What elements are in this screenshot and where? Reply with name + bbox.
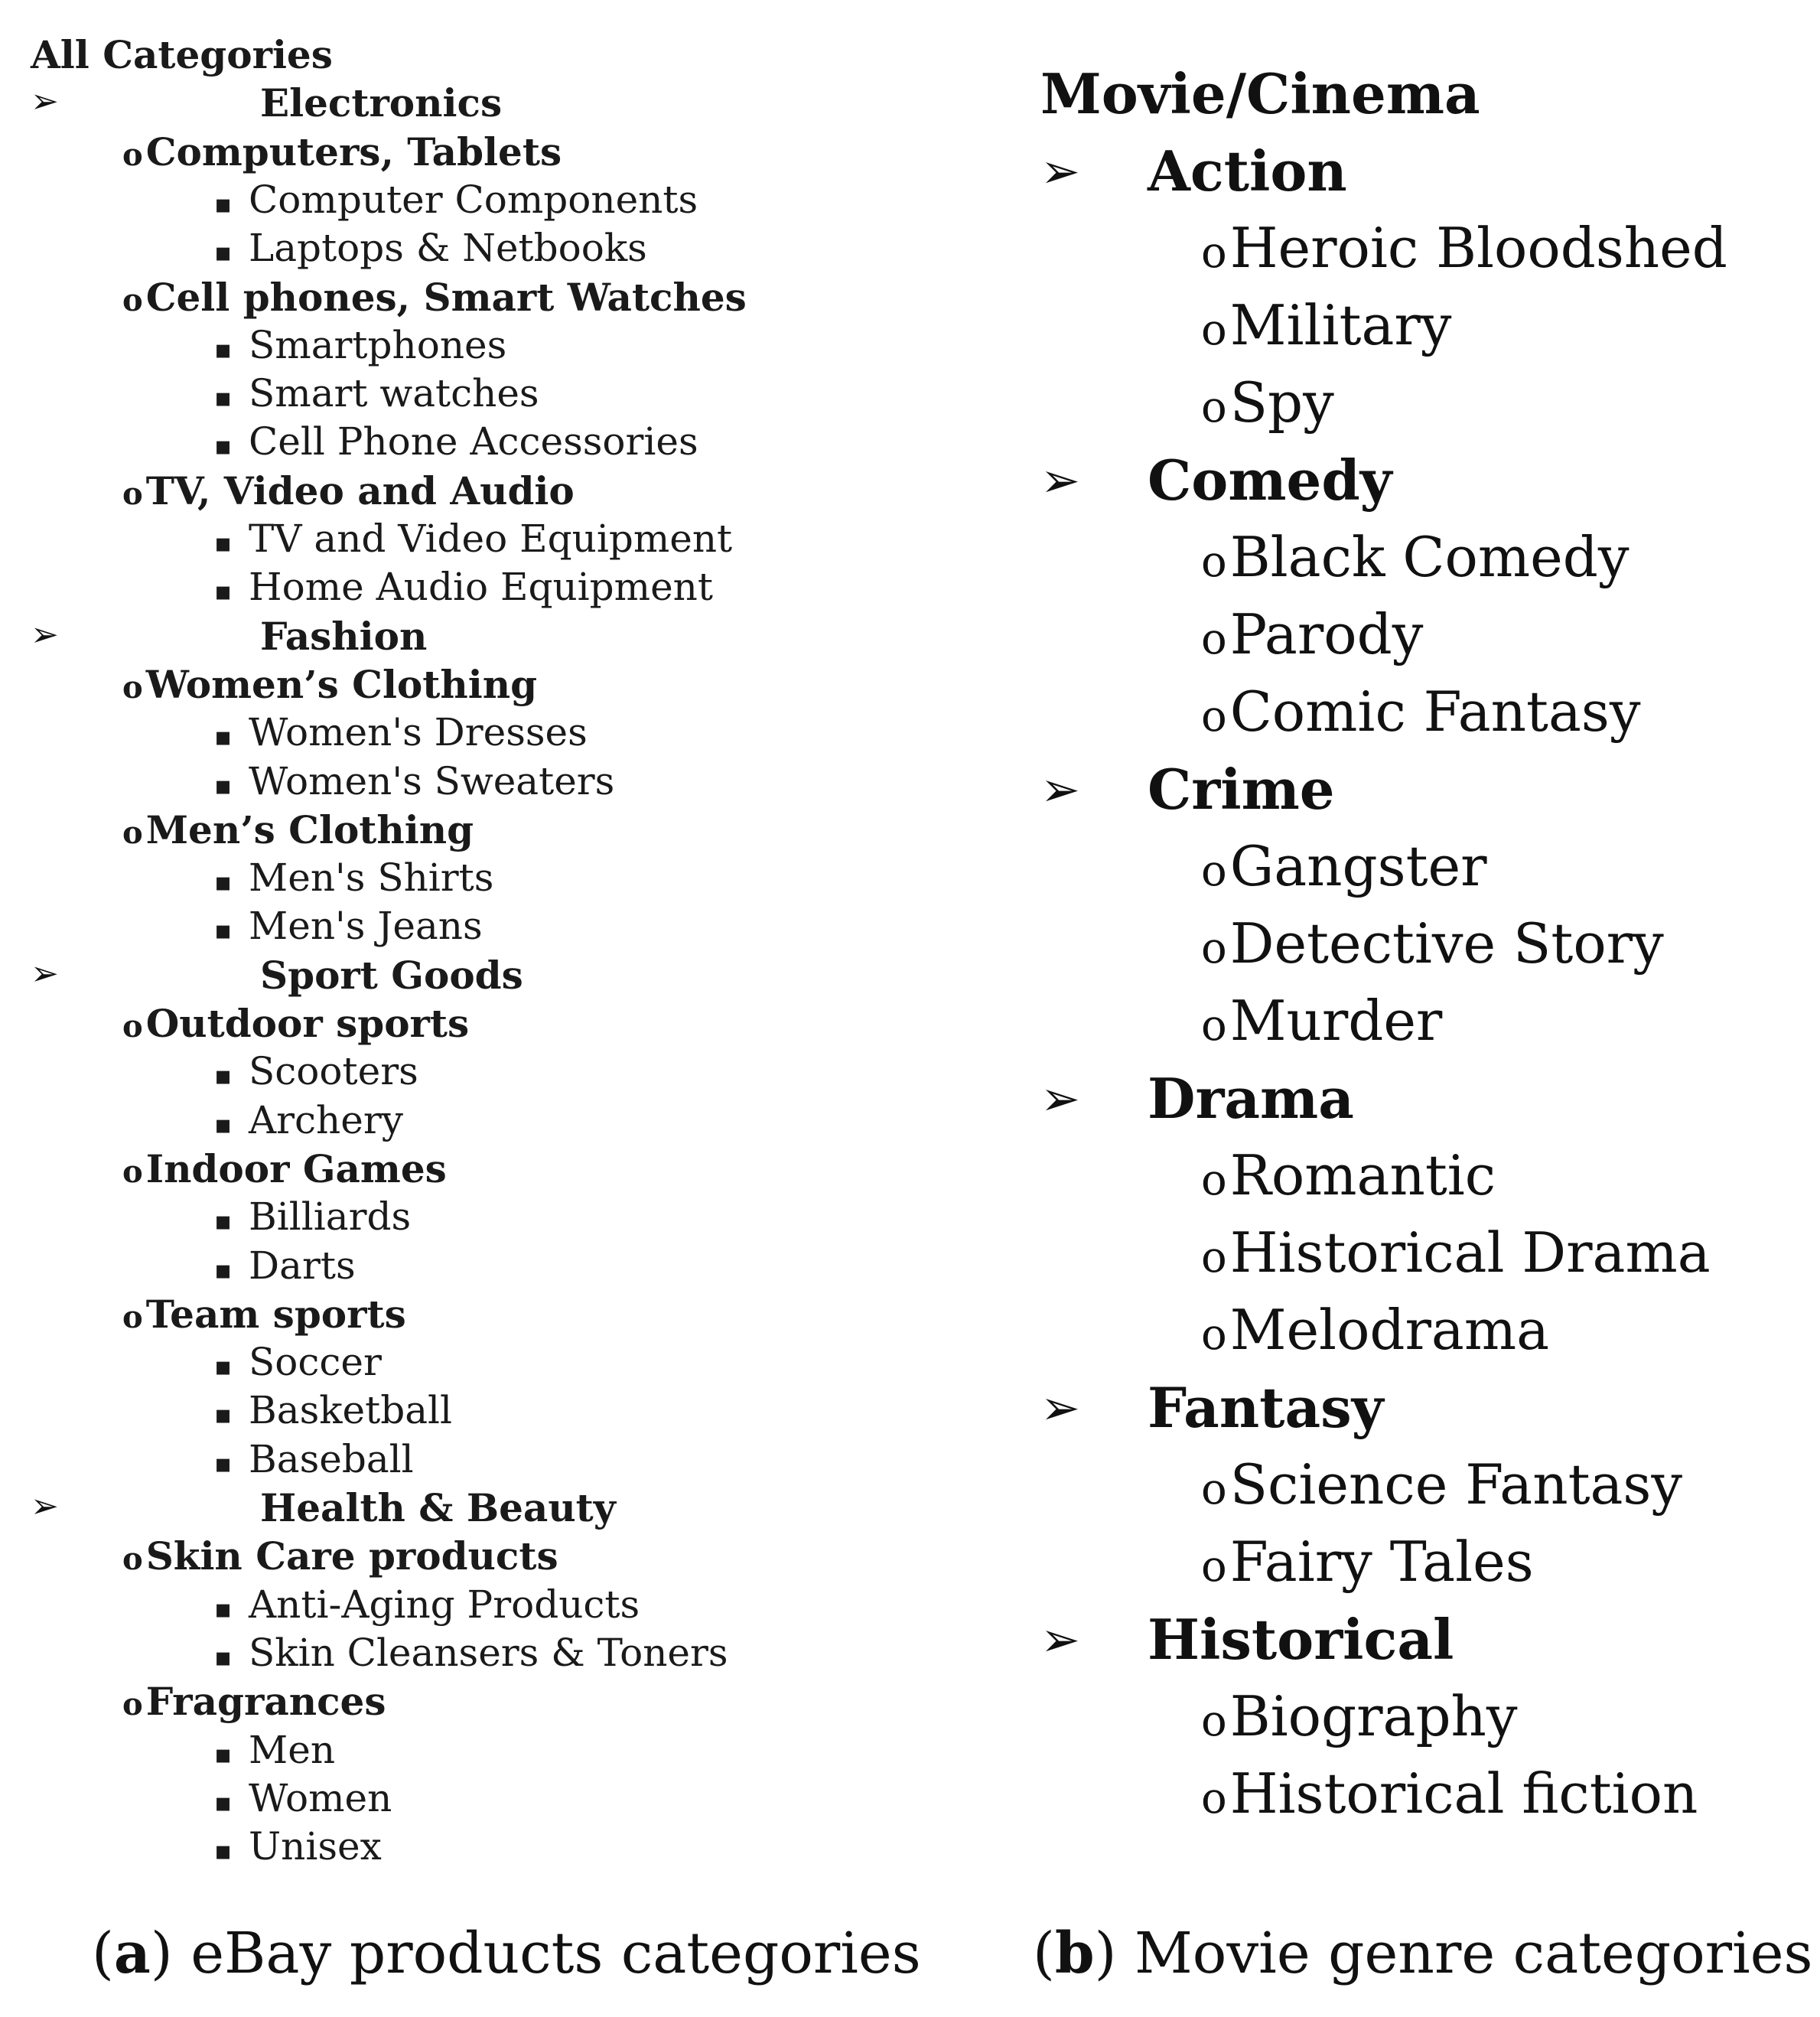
leaf-label: Scooters	[249, 1049, 418, 1094]
arrow-bullet-icon: ➢	[1040, 452, 1080, 508]
circle-bullet-icon: o	[1201, 305, 1227, 355]
leaf-label: Women's Dresses	[249, 710, 588, 755]
leaf-row	[214, 178, 698, 222]
subgenre-label: Science Fantasy	[1229, 1452, 1683, 1517]
leaf-label: Unisex	[249, 1824, 382, 1869]
circle-bullet-icon: o	[122, 669, 143, 705]
circle-bullet-icon: o	[1201, 1696, 1227, 1746]
subcategory-row	[122, 1679, 386, 1724]
leaf-label: Women	[249, 1775, 392, 1820]
subcategory-label: Skin Care products	[145, 1533, 558, 1579]
circle-bullet-icon: o	[122, 1541, 143, 1578]
square-bullet-icon: ▪	[214, 1254, 233, 1285]
subgenre-row	[1201, 602, 1423, 666]
leaf-label: Anti-Aging Products	[249, 1582, 640, 1627]
arrow-bullet-icon: ➢	[1040, 1380, 1080, 1435]
leaf-row	[214, 419, 698, 464]
leaf-label: Soccer	[249, 1340, 382, 1385]
square-bullet-icon: ▪	[214, 1109, 233, 1140]
category-label: Electronics	[260, 80, 503, 126]
circle-bullet-icon: o	[1201, 614, 1227, 664]
subgenre-label: Murder	[1229, 989, 1443, 1053]
subcategory-row	[122, 1292, 406, 1337]
subcategory-row	[122, 1533, 558, 1579]
subgenre-label: Heroic Bloodshed	[1229, 216, 1727, 280]
leaf-row	[214, 1243, 356, 1288]
caption-b-text: Movie genre categories	[1116, 1921, 1813, 1986]
leaf-label: Home Audio Equipment	[249, 565, 713, 610]
leaf-row	[214, 1388, 452, 1432]
circle-bullet-icon: o	[1201, 1001, 1227, 1051]
caption-a: (a) eBay products categories	[92, 1921, 921, 1986]
subgenre-label: Melodrama	[1229, 1298, 1550, 1362]
leaf-row	[214, 1776, 392, 1820]
subgenre-row	[1201, 1761, 1698, 1826]
subcategory-label: Men’s Clothing	[145, 806, 474, 852]
square-bullet-icon: ▪	[214, 1351, 233, 1383]
leaf-row	[214, 855, 493, 900]
square-bullet-icon: ▪	[214, 1061, 233, 1092]
square-bullet-icon: ▪	[214, 188, 233, 220]
leaf-row	[214, 371, 539, 415]
leaf-row	[214, 323, 506, 367]
category-label: Sport Goods	[260, 952, 523, 998]
caption-a-text: eBay products categories	[172, 1921, 921, 1986]
subcategory-row	[122, 275, 747, 320]
square-bullet-icon: ▪	[214, 867, 233, 898]
subgenre-label: Romantic	[1229, 1143, 1496, 1207]
leaf-row	[214, 1098, 403, 1142]
leaf-label: Cell Phone Accessories	[249, 419, 698, 464]
tree-root-label: All Categories	[31, 32, 333, 77]
leaf-label: Basketball	[249, 1388, 453, 1433]
circle-bullet-icon: o	[122, 475, 143, 512]
leaf-label: Darts	[249, 1243, 356, 1288]
leaf-row	[214, 1437, 414, 1481]
square-bullet-icon: ▪	[214, 1641, 233, 1673]
genre-label: Comedy	[1148, 448, 1392, 513]
leaf-label: Men's Shirts	[249, 855, 494, 901]
circle-bullet-icon: o	[1201, 537, 1227, 587]
leaf-label: TV and Video Equipment	[249, 516, 733, 561]
arrow-bullet-icon: ➢	[31, 614, 59, 654]
subgenre-label: Black Comedy	[1229, 525, 1630, 589]
leaf-row	[214, 1728, 335, 1772]
subcategory-row	[122, 468, 575, 513]
leaf-row	[214, 759, 614, 803]
circle-bullet-icon: o	[122, 136, 143, 173]
subcategory-label: Team sports	[145, 1291, 406, 1337]
genre-label: Crime	[1148, 757, 1335, 822]
leaf-label: Billiards	[249, 1194, 412, 1240]
arrow-bullet-icon: ➢	[1040, 143, 1080, 199]
arrow-bullet-icon: ➢	[31, 953, 59, 993]
arrow-bullet-icon: ➢	[1040, 761, 1080, 817]
leaf-label: Computer Components	[249, 177, 698, 222]
leaf-label: Women's Sweaters	[249, 758, 615, 803]
subgenre-label: Military	[1229, 293, 1452, 357]
subgenre-row	[1201, 1684, 1518, 1748]
leaf-label: Smartphones	[249, 322, 507, 367]
leaf-label: Skin Cleansers & Toners	[249, 1630, 728, 1675]
leaf-row	[214, 1824, 382, 1869]
circle-bullet-icon: o	[1201, 228, 1227, 278]
circle-bullet-icon: o	[122, 1008, 143, 1044]
square-bullet-icon: ▪	[214, 576, 233, 608]
arrow-bullet-icon: ➢	[31, 1487, 59, 1526]
subcategory-label: Indoor Games	[145, 1145, 447, 1191]
genre-label: Fantasy	[1148, 1375, 1384, 1440]
square-bullet-icon: ▪	[214, 915, 233, 947]
subgenre-row	[1201, 1530, 1534, 1594]
subcategory-row	[122, 1001, 469, 1046]
circle-bullet-icon: o	[1201, 1155, 1227, 1205]
subcategory-row	[122, 1146, 447, 1191]
subcategory-row	[122, 662, 537, 707]
subgenre-label: Gangster	[1229, 834, 1487, 898]
caption-a-letter: a	[113, 1921, 151, 1986]
genre-label: Historical	[1148, 1607, 1454, 1672]
subgenre-label: Historical fiction	[1229, 1761, 1698, 1826]
subgenre-row	[1201, 1143, 1496, 1207]
leaf-row	[214, 565, 713, 609]
genre-root-label: Movie/Cinema	[1040, 61, 1480, 126]
circle-bullet-icon: o	[1201, 383, 1227, 432]
square-bullet-icon: ▪	[214, 528, 233, 559]
square-bullet-icon: ▪	[214, 1206, 233, 1237]
circle-bullet-icon: o	[122, 282, 143, 318]
leaf-label: Archery	[249, 1097, 403, 1142]
leaf-row	[214, 516, 732, 561]
arrow-bullet-icon: ➢	[1040, 1611, 1080, 1667]
subgenre-row	[1201, 911, 1664, 976]
subcategory-row	[122, 129, 562, 174]
circle-bullet-icon: o	[122, 814, 143, 851]
genre-label: Drama	[1148, 1066, 1354, 1131]
circle-bullet-icon: o	[1201, 692, 1227, 741]
circle-bullet-icon: o	[1201, 846, 1227, 896]
leaf-row	[214, 1049, 418, 1093]
circle-bullet-icon: o	[1201, 1542, 1227, 1592]
subgenre-row	[1201, 1220, 1711, 1285]
caption-b-letter: b	[1054, 1921, 1095, 1986]
arrow-bullet-icon: ➢	[1040, 1070, 1080, 1126]
subgenre-row	[1201, 525, 1630, 589]
leaf-row	[214, 1194, 411, 1239]
circle-bullet-icon: o	[122, 1686, 143, 1723]
subgenre-label: Historical Drama	[1229, 1220, 1711, 1285]
subcategory-label: TV, Video and Audio	[145, 468, 575, 513]
subcategory-label: Computers, Tablets	[145, 129, 562, 174]
square-bullet-icon: ▪	[214, 1836, 233, 1867]
square-bullet-icon: ▪	[214, 1400, 233, 1431]
subcategory-label: Cell phones, Smart Watches	[145, 274, 747, 320]
leaf-row	[214, 904, 483, 948]
circle-bullet-icon: o	[1201, 1310, 1227, 1360]
leaf-row	[214, 1340, 382, 1384]
subgenre-row	[1201, 834, 1487, 898]
square-bullet-icon: ▪	[214, 1593, 233, 1624]
subcategory-label: Women’s Clothing	[145, 661, 538, 707]
subgenre-label: Biography	[1229, 1684, 1518, 1748]
subgenre-row	[1201, 1298, 1549, 1362]
leaf-row	[214, 710, 588, 754]
leaf-row	[214, 1631, 728, 1675]
leaf-row	[214, 1582, 640, 1627]
leaf-label: Baseball	[249, 1436, 414, 1481]
square-bullet-icon: ▪	[214, 334, 233, 365]
circle-bullet-icon: o	[122, 1153, 143, 1190]
leaf-row	[214, 226, 647, 270]
leaf-label: Men's Jeans	[249, 904, 483, 949]
subcategory-label: Outdoor sports	[145, 1001, 470, 1046]
subgenre-row	[1201, 293, 1451, 357]
subgenre-row	[1201, 679, 1641, 744]
subgenre-row	[1201, 989, 1442, 1053]
square-bullet-icon: ▪	[214, 383, 233, 414]
subgenre-label: Detective Story	[1229, 911, 1664, 976]
category-label: Health & Beauty	[260, 1485, 616, 1530]
subgenre-row	[1201, 216, 1727, 280]
circle-bullet-icon: o	[1201, 1774, 1227, 1823]
circle-bullet-icon: o	[1201, 1233, 1227, 1282]
square-bullet-icon: ▪	[214, 1738, 233, 1770]
subgenre-label: Fairy Tales	[1229, 1530, 1534, 1594]
square-bullet-icon: ▪	[214, 237, 233, 269]
circle-bullet-icon: o	[1201, 924, 1227, 973]
subgenre-label: Comic Fantasy	[1229, 679, 1641, 744]
leaf-label: Men	[249, 1727, 336, 1772]
category-label: Fashion	[260, 613, 428, 659]
arrow-bullet-icon: ➢	[31, 82, 59, 122]
square-bullet-icon: ▪	[214, 770, 233, 801]
subgenre-label: Spy	[1229, 370, 1334, 435]
circle-bullet-icon: o	[122, 1299, 143, 1335]
leaf-label: Laptops & Netbooks	[249, 226, 647, 271]
subgenre-label: Parody	[1229, 602, 1424, 666]
subcategory-row	[122, 807, 474, 852]
subgenre-row	[1201, 1452, 1682, 1517]
square-bullet-icon: ▪	[214, 431, 233, 462]
circle-bullet-icon: o	[1201, 1465, 1227, 1514]
square-bullet-icon: ▪	[214, 1448, 233, 1479]
leaf-label: Smart watches	[249, 371, 539, 416]
caption-b: (b) Movie genre categories	[1033, 1921, 1813, 1986]
genre-label: Action	[1148, 138, 1347, 204]
subcategory-label: Fragrances	[145, 1679, 386, 1725]
square-bullet-icon: ▪	[214, 1787, 233, 1818]
subgenre-row	[1201, 370, 1334, 435]
square-bullet-icon: ▪	[214, 722, 233, 753]
